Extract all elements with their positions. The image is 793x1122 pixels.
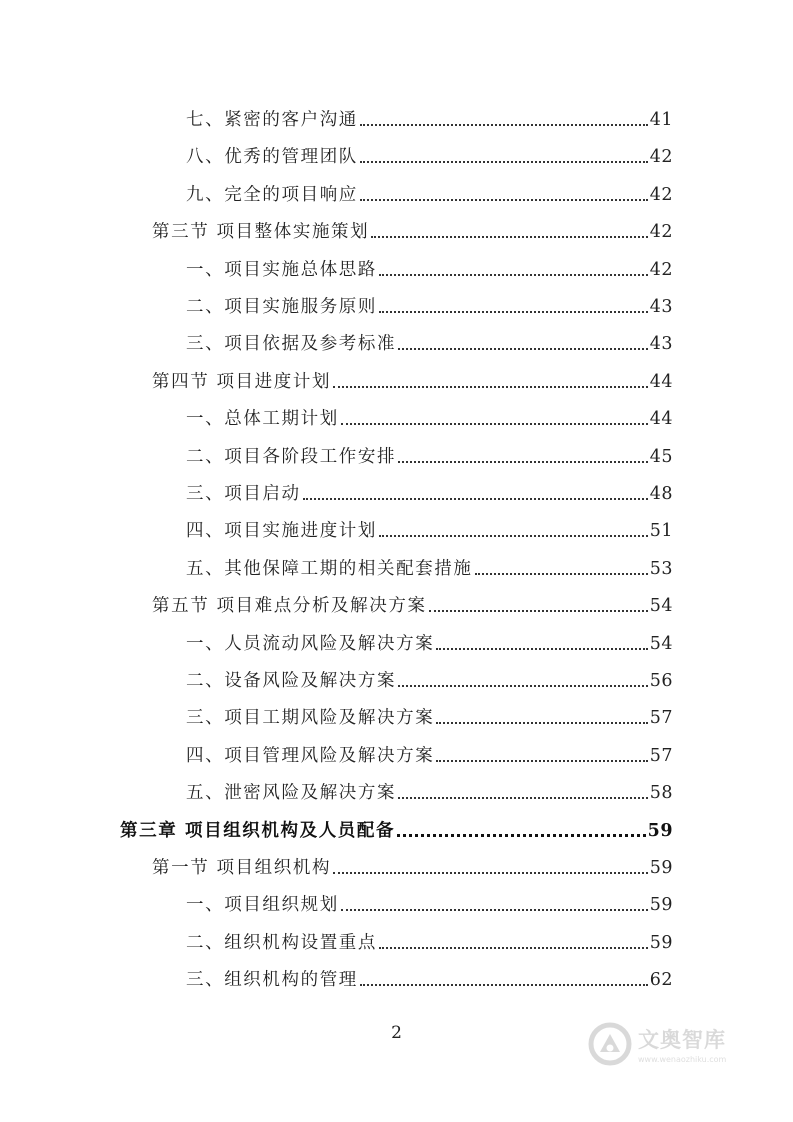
toc-dot-leader: [429, 610, 648, 612]
toc-entry-label: 第一节 项目组织机构: [152, 858, 332, 878]
toc-entry-page: 41: [649, 110, 673, 130]
toc-entry-label: 八、优秀的管理团队: [186, 147, 358, 168]
toc-entry[interactable]: [186, 138, 673, 168]
toc-dot-leader: [398, 348, 648, 350]
toc-entry-label: 五、其他保障工期的相关配套措施: [186, 558, 473, 579]
toc-dot-leader: [436, 722, 647, 724]
watermark-url: www.wenaozhiku.com: [638, 1055, 727, 1064]
toc-entry-label: 三、项目工期风险及解决方案: [186, 708, 435, 729]
toc-dot-leader: [341, 423, 648, 425]
toc-entry[interactable]: [186, 774, 673, 804]
toc-entry-page: 44: [649, 371, 673, 392]
toc-dot-leader: [379, 274, 648, 276]
toc-dot-leader: [398, 461, 648, 463]
toc-dot-leader: [360, 124, 648, 126]
toc-entry-label: 第三章 项目组织机构及人员配备: [120, 820, 396, 841]
toc-entry[interactable]: [152, 363, 673, 393]
toc-entry-page: 57: [649, 708, 673, 729]
toc-entry[interactable]: [186, 737, 673, 767]
toc-dot-leader: [360, 161, 648, 163]
toc-dot-leader: [360, 984, 648, 986]
toc-entry-label: 三、项目启动: [186, 484, 301, 504]
page-number: 2: [391, 1023, 402, 1043]
toc-entry-page: 45: [649, 446, 673, 467]
toc-entry[interactable]: [186, 288, 673, 318]
toc-entry-page: 54: [649, 633, 673, 654]
toc-dot-leader: [379, 535, 648, 537]
toc-entry-page: 59: [649, 895, 673, 916]
toc-entry-page: 42: [649, 147, 673, 168]
toc-entry[interactable]: [186, 625, 673, 655]
toc-entry-label: 三、项目依据及参考标准: [186, 334, 397, 355]
watermark-logo-icon: [588, 1022, 632, 1066]
watermark-name: 文奥智库: [638, 1028, 726, 1052]
toc-entry-label: 第三节 项目整体实施策划: [152, 222, 370, 243]
toc-entry[interactable]: [186, 550, 673, 580]
toc-entry[interactable]: [152, 213, 673, 243]
toc-entry-page: 59: [649, 932, 673, 953]
toc-entry-label: 第四节 项目进度计划: [152, 371, 332, 392]
toc-entry-page: 62: [649, 970, 673, 991]
toc-entry[interactable]: [152, 849, 673, 879]
toc-entry-page: 59: [649, 858, 673, 878]
toc-entry[interactable]: [152, 587, 673, 617]
toc-entry-label: 三、组织机构的管理: [186, 970, 358, 991]
toc-entry[interactable]: [186, 438, 673, 468]
toc-entry[interactable]: [186, 400, 673, 430]
toc-entry[interactable]: [186, 475, 673, 505]
toc-entry[interactable]: [186, 924, 673, 954]
toc-entry[interactable]: [186, 662, 673, 692]
toc-entry[interactable]: [186, 325, 673, 355]
toc-entry-page: 48: [649, 484, 673, 504]
toc-dot-leader: [436, 648, 647, 650]
toc-entry-label: 七、紧密的客户沟通: [186, 110, 358, 130]
toc-entry-label: 四、项目管理风险及解决方案: [186, 745, 435, 766]
watermark: [588, 1018, 768, 1070]
toc-dot-leader: [333, 872, 648, 874]
toc-entry-label: 二、设备风险及解决方案: [186, 671, 397, 691]
toc-entry[interactable]: [186, 886, 673, 916]
toc-entry-page: 53: [649, 558, 673, 579]
toc-entry-page: 43: [649, 334, 673, 355]
toc-dot-leader: [333, 386, 648, 388]
toc-dot-leader: [436, 760, 647, 762]
toc-dot-leader: [397, 834, 646, 837]
toc-entry-page: 43: [649, 297, 673, 317]
toc-entry-label: 二、组织机构设置重点: [186, 932, 377, 953]
toc-entry-page: 51: [649, 521, 673, 542]
toc-dot-leader: [398, 685, 648, 687]
toc-entry-page: 58: [649, 783, 673, 804]
toc-dot-leader: [303, 498, 648, 500]
toc-entry-label: 一、人员流动风险及解决方案: [186, 633, 435, 654]
toc-entry-label: 四、项目实施进度计划: [186, 521, 377, 542]
toc-entry[interactable]: [186, 176, 673, 206]
toc-dot-leader: [341, 909, 648, 911]
toc-entry-label: 二、项目实施服务原则: [186, 297, 377, 317]
toc-dot-leader: [475, 573, 648, 575]
toc-entry-label: 一、总体工期计划: [186, 409, 339, 430]
toc-entry[interactable]: [186, 101, 673, 131]
toc-entry-page: 56: [649, 671, 673, 691]
toc-entry-page: 42: [649, 259, 673, 280]
toc-entry[interactable]: [120, 812, 673, 842]
toc-entry-page: 57: [649, 745, 673, 766]
toc-dot-leader: [371, 236, 647, 238]
toc-entry-label: 五、泄密风险及解决方案: [186, 783, 397, 804]
toc-entry-page: 42: [649, 222, 673, 243]
toc-entry-label: 九、完全的项目响应: [186, 184, 358, 205]
toc-dot-leader: [379, 311, 648, 313]
toc-dot-leader: [360, 199, 648, 201]
toc-dot-leader: [379, 947, 648, 949]
toc-entry[interactable]: [186, 961, 673, 991]
toc-dot-leader: [398, 797, 648, 799]
toc-entry-label: 一、项目组织规划: [186, 895, 339, 916]
toc-entry-label: 二、项目各阶段工作安排: [186, 446, 397, 467]
toc-entry-page: 42: [649, 184, 673, 205]
toc-entry-label: 第五节 项目难点分析及解决方案: [152, 596, 427, 617]
toc-entry[interactable]: [186, 512, 673, 542]
toc-entry-page: 59: [647, 820, 673, 841]
toc-entry-page: 54: [649, 596, 673, 617]
toc-entry[interactable]: [186, 699, 673, 729]
toc-entry-page: 44: [649, 409, 673, 430]
toc-entry[interactable]: [186, 251, 673, 281]
toc-entry-label: 一、项目实施总体思路: [186, 259, 377, 280]
